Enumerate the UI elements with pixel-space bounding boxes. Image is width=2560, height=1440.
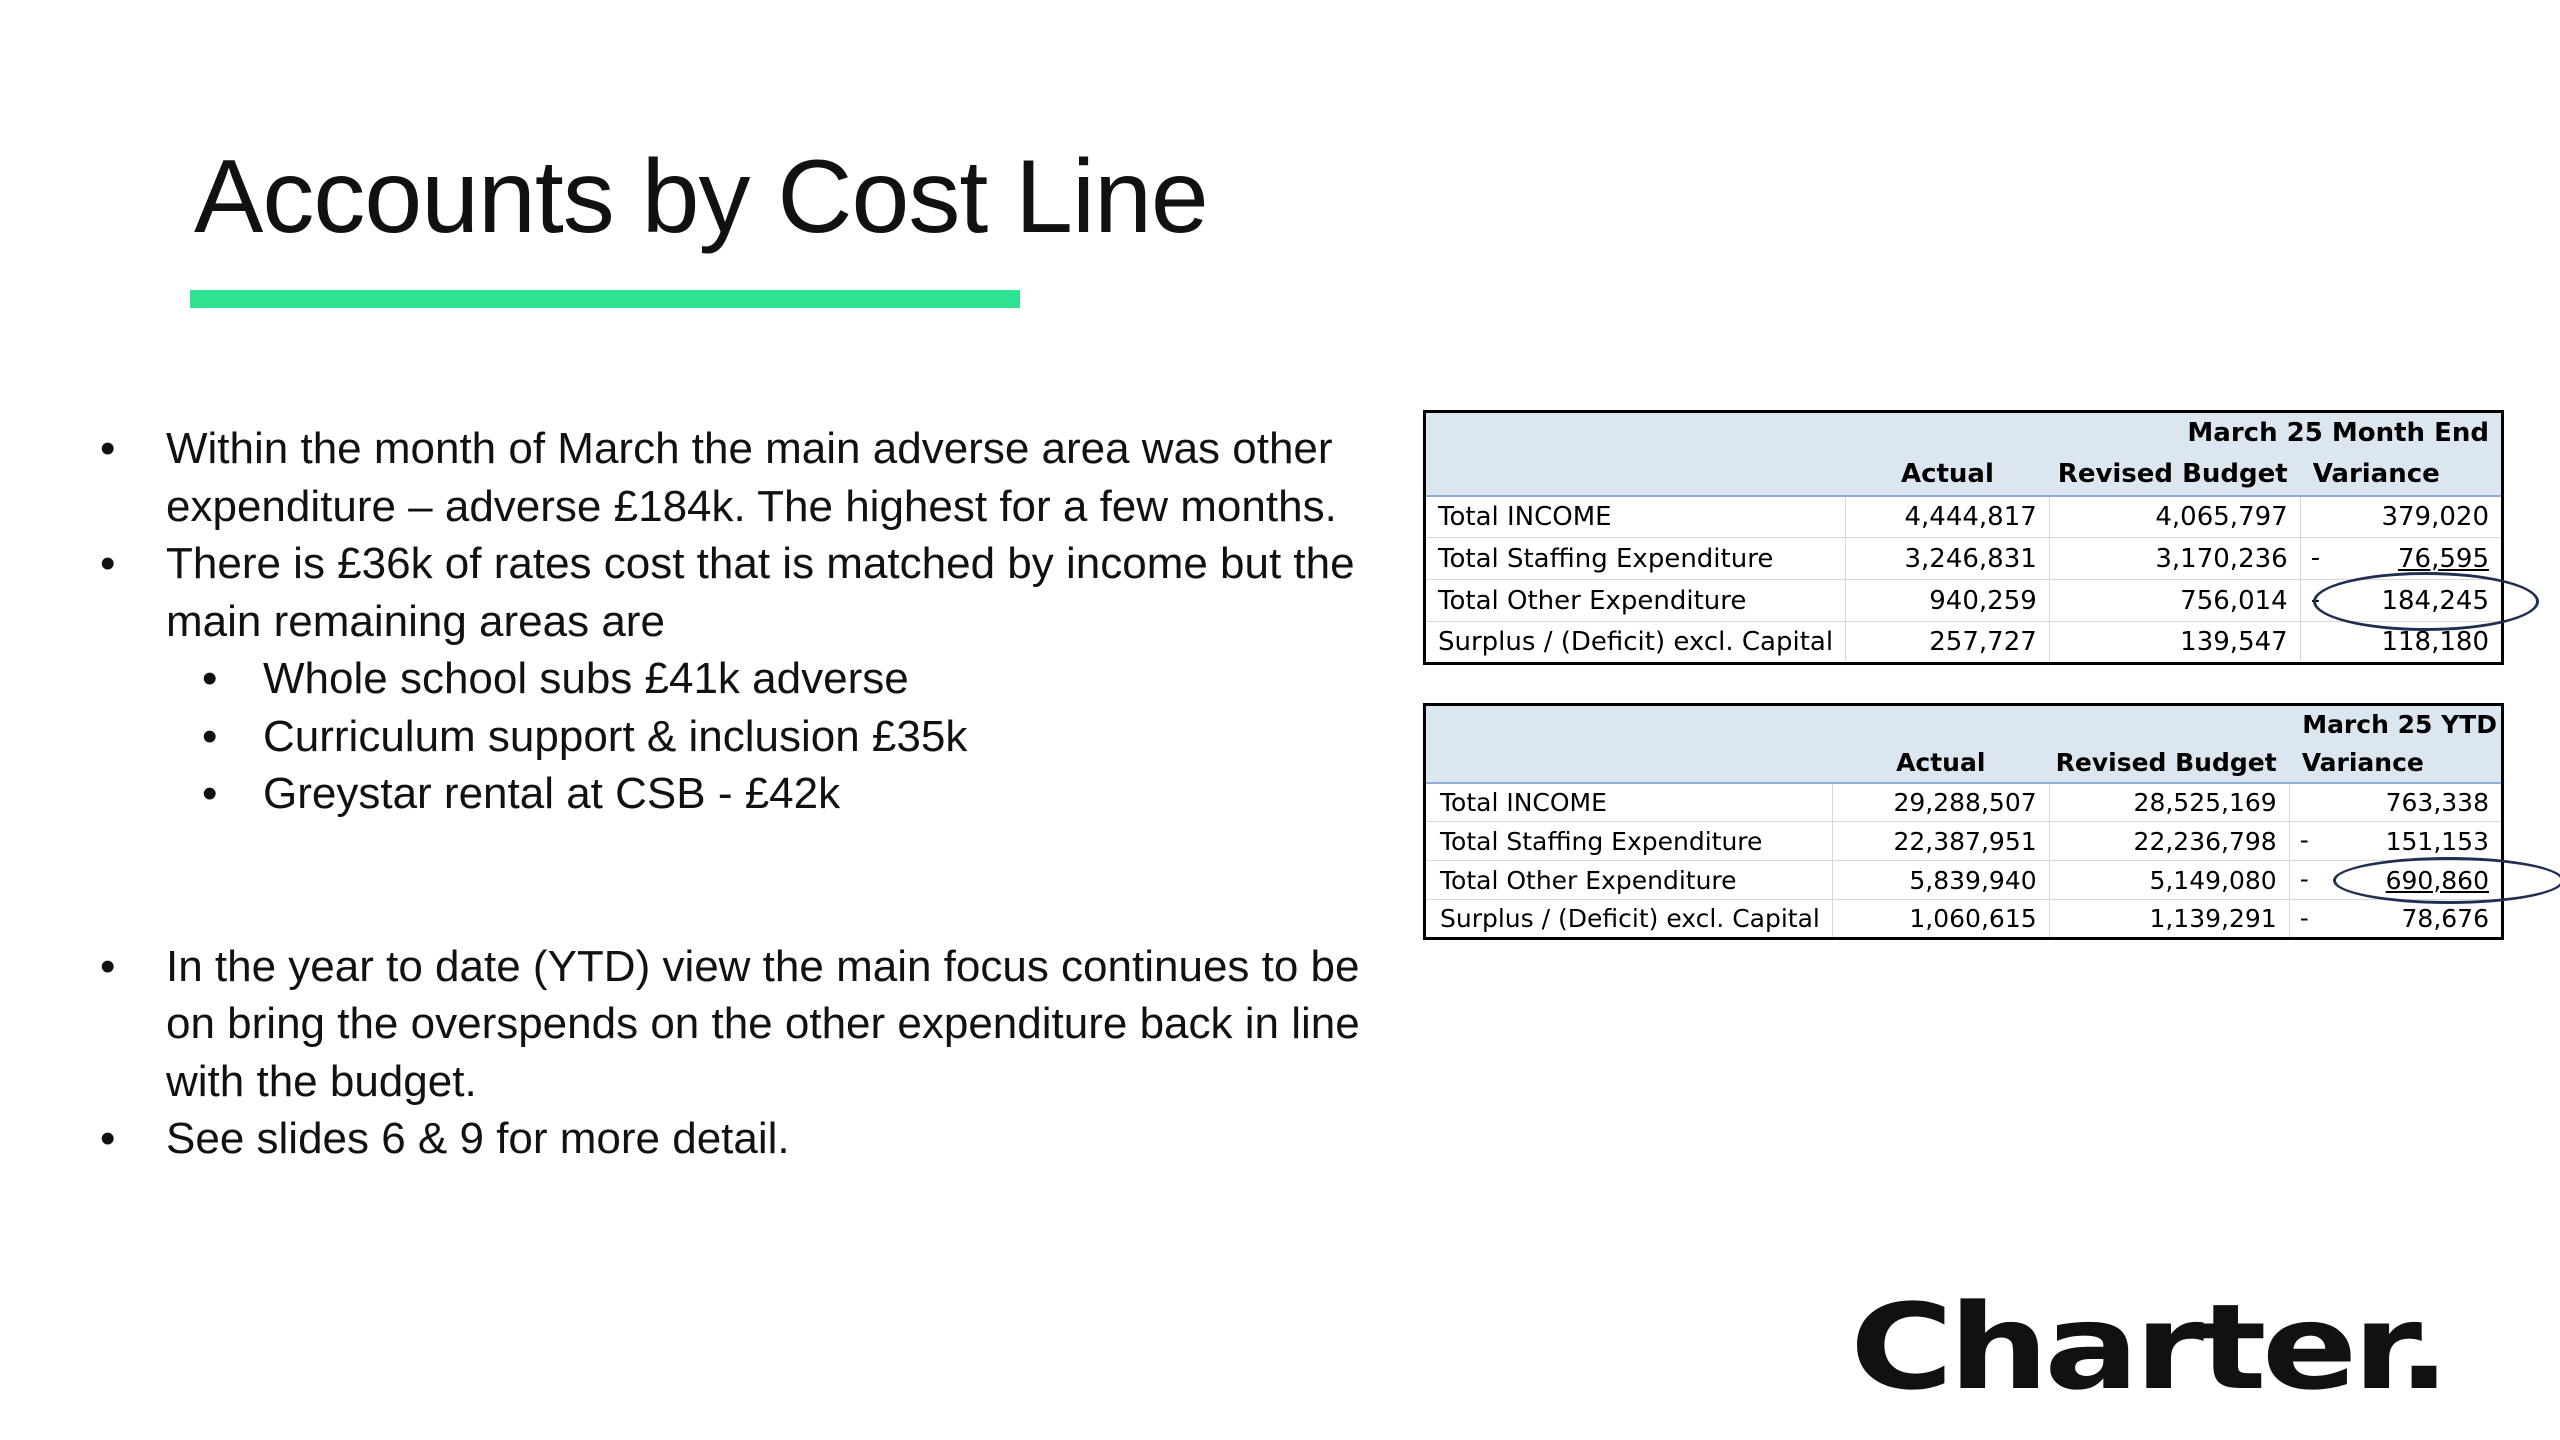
budget-cell: 4,065,797 xyxy=(2049,496,2300,538)
variance-value: 763,338 xyxy=(2385,787,2489,817)
bullet-marker: • xyxy=(100,941,116,991)
variance-value: 184,245 xyxy=(2381,585,2489,616)
bullet-marker: • xyxy=(202,769,218,818)
table-row xyxy=(1425,496,2503,538)
negative-sign: - xyxy=(2310,584,2321,615)
column-header-actual: Actual xyxy=(1832,744,2049,783)
column-header-budget: Revised Budget xyxy=(2049,744,2289,783)
actual-cell: 5,839,940 xyxy=(1832,861,2049,900)
actual-cell: 3,246,831 xyxy=(1846,538,2050,580)
sub-bullet-text: Greystar rental at CSB - £42k xyxy=(263,769,841,818)
table-row xyxy=(1425,900,2503,939)
variance-value: 690,860 xyxy=(2385,865,2489,895)
budget-cell: 22,236,798 xyxy=(2049,822,2289,861)
sub-bullet-item xyxy=(100,708,1360,766)
row-label: Total Staffing Expenditure xyxy=(1425,538,1846,580)
table-row xyxy=(1425,538,2503,580)
negative-sign: - xyxy=(2299,825,2309,855)
row-label: Total Other Expenditure xyxy=(1425,861,1833,900)
sub-bullet-item xyxy=(100,650,1360,708)
budget-cell: 1,139,291 xyxy=(2049,900,2289,939)
variance-cell xyxy=(2289,822,2502,861)
variance-value: 78,676 xyxy=(2401,904,2489,933)
actual-cell: 29,288,507 xyxy=(1832,783,2049,822)
ytd-table xyxy=(1423,703,2504,940)
bullet-text: Within the month of March the main adverse area was other expenditure – adverse £184k. The highest for a few months. xyxy=(166,424,1337,531)
variance-cell xyxy=(2300,496,2502,538)
slide-title: Accounts by Cost Line xyxy=(194,139,1208,255)
sub-bullet-text: Curriculum support & inclusion £35k xyxy=(263,711,968,761)
table-row xyxy=(1425,783,2503,822)
table-header-row xyxy=(1425,454,2503,496)
actual-cell: 4,444,817 xyxy=(1846,496,2050,538)
variance-value: 76,595 xyxy=(2398,543,2489,574)
column-header-budget: Revised Budget xyxy=(2049,454,2300,496)
budget-cell: 756,014 xyxy=(2049,580,2300,622)
sub-bullet-text: Whole school subs £41k adverse xyxy=(263,654,909,703)
variance-value: 118,180 xyxy=(2381,627,2489,657)
title-accent-bar xyxy=(190,290,1020,308)
charter-logo xyxy=(1850,1290,2450,1400)
bullet-marker: • xyxy=(202,654,218,703)
column-header-variance: Variance xyxy=(2289,744,2502,783)
table-row xyxy=(1425,622,2503,664)
row-label: Total INCOME xyxy=(1425,496,1846,538)
bullet-marker: • xyxy=(100,539,116,588)
bullet-marker: • xyxy=(202,711,218,761)
actual-cell: 257,727 xyxy=(1846,622,2050,664)
bullet-marker: • xyxy=(100,424,116,473)
logo-wordmark: Charter. xyxy=(1850,1290,2446,1400)
variance-cell xyxy=(2289,900,2502,939)
budget-cell: 139,547 xyxy=(2049,622,2300,664)
negative-sign: - xyxy=(2299,902,2309,932)
table-caption: March 25 Month End xyxy=(1425,412,2503,454)
column-header-variance: Variance xyxy=(2300,454,2502,496)
column-header xyxy=(1425,744,1833,783)
actual-cell: 940,259 xyxy=(1846,580,2050,622)
row-label: Total Staffing Expenditure xyxy=(1425,822,1833,861)
table-caption-row xyxy=(1425,412,2503,454)
bullet-item xyxy=(100,535,1360,650)
actual-cell: 1,060,615 xyxy=(1832,900,2049,939)
bullet-list xyxy=(100,420,1360,1168)
month-end-table xyxy=(1423,410,2504,665)
bullet-marker: • xyxy=(100,1114,116,1163)
column-header-actual: Actual xyxy=(1846,454,2050,496)
bullet-item xyxy=(100,420,1360,535)
highlight-circle-ytd xyxy=(2333,857,2560,904)
column-header xyxy=(1425,454,1846,496)
actual-cell: 22,387,951 xyxy=(1832,822,2049,861)
variance-value: 151,153 xyxy=(2385,826,2489,856)
table-caption: March 25 YTD xyxy=(1425,705,2503,744)
bullet-text: There is £36k of rates cost that is matched by income but the main remaining areas are xyxy=(166,539,1355,646)
table-caption-row xyxy=(1425,705,2503,744)
bullet-text: In the year to date (YTD) view the main focus continues to be on bring the overspends on the other expenditure back in line with the budget. xyxy=(166,941,1360,1106)
bullet-item xyxy=(100,938,1360,1111)
variance-cell xyxy=(2289,783,2502,822)
row-label: Total Other Expenditure xyxy=(1425,580,1846,622)
budget-cell: 28,525,169 xyxy=(2049,783,2289,822)
row-label: Total INCOME xyxy=(1425,783,1833,822)
variance-value: 379,020 xyxy=(2381,501,2489,532)
budget-cell: 5,149,080 xyxy=(2049,861,2289,900)
bullet-text: See slides 6 & 9 for more detail. xyxy=(166,1114,790,1163)
table-row xyxy=(1425,822,2503,861)
table-header-row xyxy=(1425,744,2503,783)
sub-bullet-item xyxy=(100,765,1360,823)
budget-cell: 3,170,236 xyxy=(2049,538,2300,580)
highlight-circle-month xyxy=(2310,572,2539,631)
row-label: Surplus / (Deficit) excl. Capital xyxy=(1425,622,1846,664)
negative-sign: - xyxy=(2299,864,2309,894)
negative-sign: - xyxy=(2310,542,2321,573)
bullet-item xyxy=(100,1110,1360,1168)
row-label: Surplus / (Deficit) excl. Capital xyxy=(1425,900,1833,939)
